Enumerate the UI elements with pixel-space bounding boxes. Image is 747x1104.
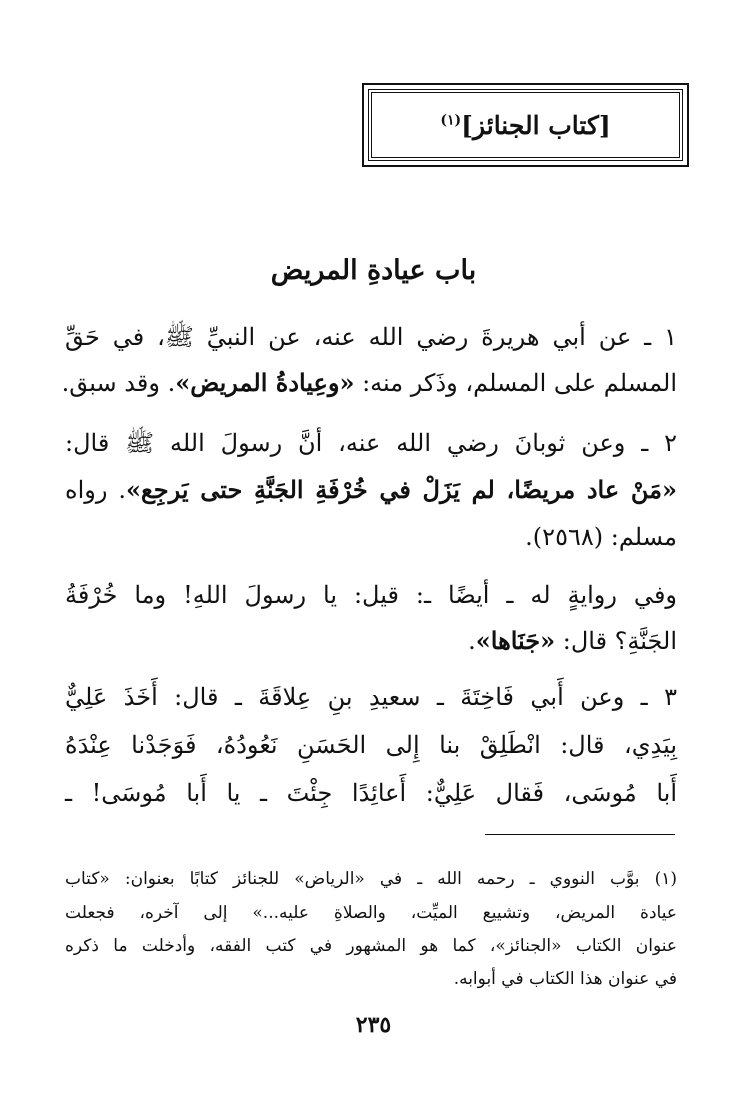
section-heading: باب عيادةِ المريض: [270, 255, 477, 286]
footnote-line-4: في عنوان هذا الكتاب في أبوابه.: [453, 969, 677, 989]
text-run: الجَنَّةِ؟ قال:: [555, 627, 677, 655]
hadith-quote: «مَنْ عاد مريضًا، لم يَزَلْ في خُرْفَةِ الجَنَّةِ حتى يَرجِع»: [126, 475, 677, 504]
footnote-line-2: عيادة المريض، وتشييع الميِّت، والصلاةِ عليه...» إلى آخره، فجعلت: [65, 903, 677, 923]
hadith-quote: «جَنَاها»: [475, 626, 556, 655]
text-run: بِيَدِي، قال: انْطَلِقْ بنا إِلى الحَسَنِ نَعُودُهُ، فَوَجَدْنا عِنْدَهُ: [65, 731, 677, 759]
text-run: المسلم على المسلم، وذَكر منه:: [354, 369, 677, 397]
text-run: وفي روايةٍ له ـ أيضًا ـ: قيل: يا رسولَ اللهِ! وما خُرْفَةُ: [65, 581, 677, 609]
hadith-1-line-2: [61, 366, 677, 400]
hadith-1-line-1: [65, 320, 677, 354]
chapter-title-frame-inner: [368, 89, 683, 161]
footnote-line-3: عنوان الكتاب «الجنائز»، كما هو المشهور في كتب الفقه، وأدخلت ما ذكره: [65, 936, 677, 956]
hadith-3-line-1: [65, 680, 677, 714]
hadith-2-line-3: [65, 520, 677, 554]
hadith-3-line-2: [65, 728, 677, 762]
page-number: ٢٣٥: [355, 1012, 392, 1038]
hadith-2-line-1: [65, 426, 677, 460]
riwaya-line-1: [65, 578, 677, 612]
chapter-title-text: [كتاب الجنائز]: [461, 110, 611, 140]
chapter-title: [440, 111, 610, 140]
chapter-title-frame: [362, 83, 689, 167]
hadith-2-line-2: [65, 473, 677, 507]
text-run: .: [468, 627, 476, 655]
text-run: ٢ ـ وعن ثوبانَ رضي الله عنه، أنَّ رسولَ الله ﷺ قال:: [65, 429, 677, 457]
text-run: مسلم: (٢٥٦٨).: [525, 523, 677, 551]
hadith-3-line-3: [65, 776, 677, 810]
riwaya-line-2: [65, 624, 677, 658]
text-run: أَبا مُوسَى، فَقال عَلِيٌّ: أَعائِدًا جِئْتَ ـ يا أَبا مُوسَى! ـ: [65, 779, 677, 807]
text-run: ١ ـ عن أبي هريرةَ رضي الله عنه، عن النبيِّ ﷺ، في حَقِّ: [65, 323, 677, 351]
footnote-separator: [485, 834, 675, 835]
text-run: ٣ ـ وعن أَبي فَاخِتَةَ ـ سعيدِ بنِ عِلاقَةَ ـ قال: أَخَذَ عَلِيٌّ: [65, 683, 677, 711]
footnote-line-1: (١) بوَّب النووي ـ رحمه الله ـ في «الرياض» للجنائز كتابًا بعنوان: «كتاب: [65, 869, 677, 889]
hadith-quote: «وعِيادةُ المريض»: [175, 368, 355, 397]
text-run: . رواه: [65, 476, 127, 504]
text-run: . وقد سبق.: [61, 369, 176, 397]
footnote-marker[interactable]: (١): [440, 112, 462, 129]
